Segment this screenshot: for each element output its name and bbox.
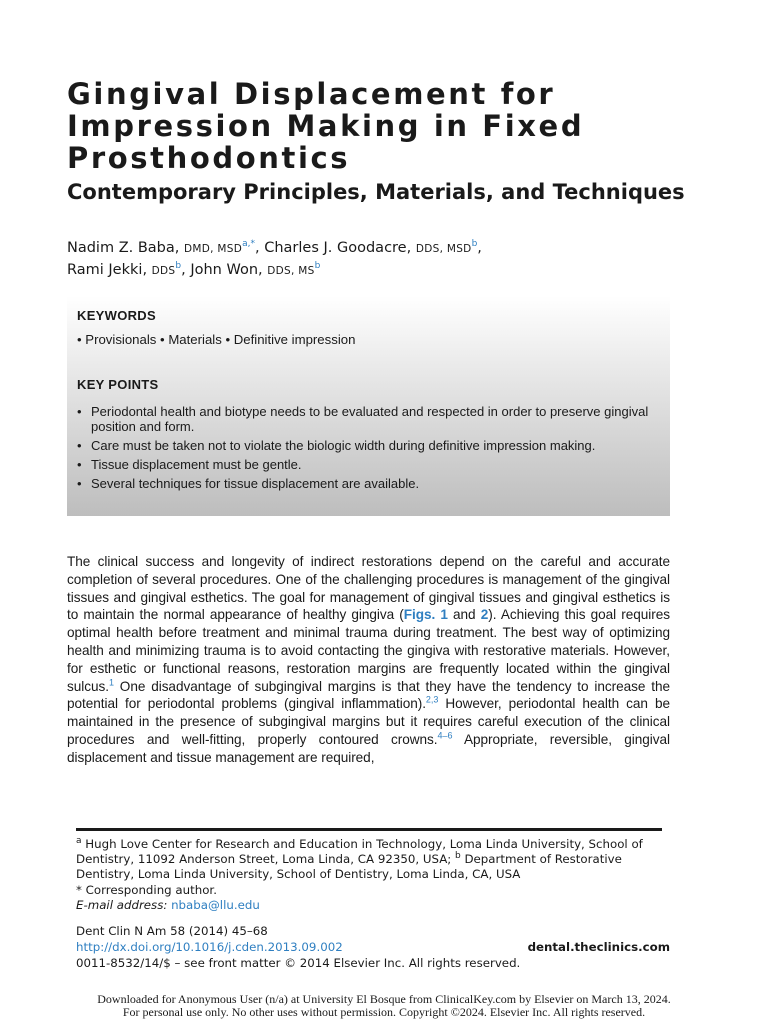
journal-citation: Dent Clin N Am 58 (2014) 45–68	[76, 924, 268, 938]
footnote-divider	[76, 828, 662, 831]
keywords-box	[67, 296, 670, 516]
copyright-line: 0011-8532/14/$ – see front matter © 2014 Elsevier Inc. All rights reserved.	[76, 956, 521, 970]
bullet-icon: •	[77, 404, 82, 419]
list-item: • Care must be taken not to violate the biologic width during definitive impression making.	[77, 438, 596, 453]
author-degrees: DDS	[151, 265, 176, 277]
email-line	[76, 898, 666, 913]
download-notice: Downloaded for Anonymous User (n/a) at University El Bosque from ClinicalKey.com by Elsevier on March 13, 2024. For personal use only. No other uses without permission. Copyright ©2024. Elsevier Inc. All rights reserved.	[97, 992, 671, 1019]
author-name: John Won	[190, 262, 259, 278]
list-item: • Several techniques for tissue displacement are available.	[77, 476, 420, 491]
article-subtitle: Contemporary Principles, Materials, and Techniques	[67, 180, 685, 204]
footnotes	[76, 837, 666, 913]
author-affiliation-mark[interactable]: a,*	[242, 239, 256, 250]
author-degrees: DMD, MSD	[184, 243, 243, 255]
figure-link[interactable]: 2	[480, 607, 489, 623]
author-name: Rami Jekki	[67, 262, 143, 278]
figure-link[interactable]: Figs. 1	[403, 607, 448, 623]
article-title: Gingival Displacement for Impression Making in Fixed Prosthodontics	[67, 77, 585, 175]
citation-block	[76, 923, 670, 971]
author-affiliation-mark[interactable]: b	[175, 261, 182, 272]
author-list: Nadim Z. Baba, DMD, $MSD^{a,*}$, Charles J. Goodacre, DDS, MSD$^b$, Rami Jekki, DDS$^b$, John Won, DDS, $MS^b$	[67, 239, 482, 278]
author-affiliation-mark[interactable]: b	[314, 261, 321, 272]
author-name: Nadim Z. Baba	[67, 240, 175, 256]
reference-link[interactable]: 2,3	[425, 694, 439, 705]
author-degrees: DDS, MS	[267, 265, 315, 277]
keywords-list: • Provisionals • Materials • Definitive impression	[77, 332, 356, 347]
list-item: • Tissue displacement must be gentle.	[77, 457, 302, 472]
reference-link[interactable]: 1	[108, 677, 114, 688]
author-affiliation-mark[interactable]: b	[471, 239, 478, 250]
keywords-heading: KEYWORDS	[77, 308, 156, 323]
journal-site-link[interactable]: dental.theclinics.com	[527, 940, 670, 954]
bullet-icon: •	[77, 438, 82, 453]
corresponding-author: * Corresponding author.	[76, 882, 217, 897]
author-degrees: DDS, MSD	[415, 243, 472, 255]
email-link[interactable]: nbaba@llu.edu	[171, 897, 260, 912]
key-points-list	[77, 404, 662, 495]
list-item: • Periodontal health and biotype needs to be evaluated and respected in order to preserve gingival position and form.	[77, 404, 649, 434]
bullet-icon: •	[77, 457, 82, 472]
body-paragraph: The clinical success and longevity of indirect restorations depend on the careful and accurate completion of several procedures. One of the challenging procedures is management of the gingival tissues and gingival esthetics. The goal for management of gingival tissues and gingival esthetics is to maintain the normal appearance of healthy gingiva (Figs. 1 and 2). Achieving this goal requires optimal health before treatment and minimal trauma during treatment. The best way of optimizing health and minimizing trauma is to avoid contacting the gingiva with restorative materials. However, for esthetic or functional reasons, restoration margins are frequently located within the gingival sulcus.$^1$ One disadvantage of subgingival margins is that they have the tendency to increase the potential for periodontal problems (gingival inflammation).$^{2,3}$ However, periodontal health can be maintained in the presence of subgingival margins but it requires careful execution of the clinical procedures and well-fitting, properly contoured crowns.$^{4-6}$ Appropriate, reversible, gingival displacement and tissue management are required,	[67, 554, 670, 765]
affiliations: $^a$ Hugh Love Center for Research and Education in Technology, Loma Linda University, School of Dentistry, 11092 Anderson Street, Loma Linda, CA 92350, USA; $^b$ Department of Restorative Dentistry, Loma Linda University, School of Dentistry, Loma Linda, CA, USA	[76, 836, 643, 882]
reference-link[interactable]: 4–6	[437, 730, 453, 741]
author-name: Charles J. Goodacre	[264, 240, 407, 256]
bullet-icon: •	[77, 476, 82, 491]
doi-link[interactable]: http://dx.doi.org/10.1016/j.cden.2013.09.002	[76, 940, 343, 954]
email-label: E-mail address:	[76, 897, 168, 912]
key-points-heading: KEY POINTS	[77, 377, 159, 392]
